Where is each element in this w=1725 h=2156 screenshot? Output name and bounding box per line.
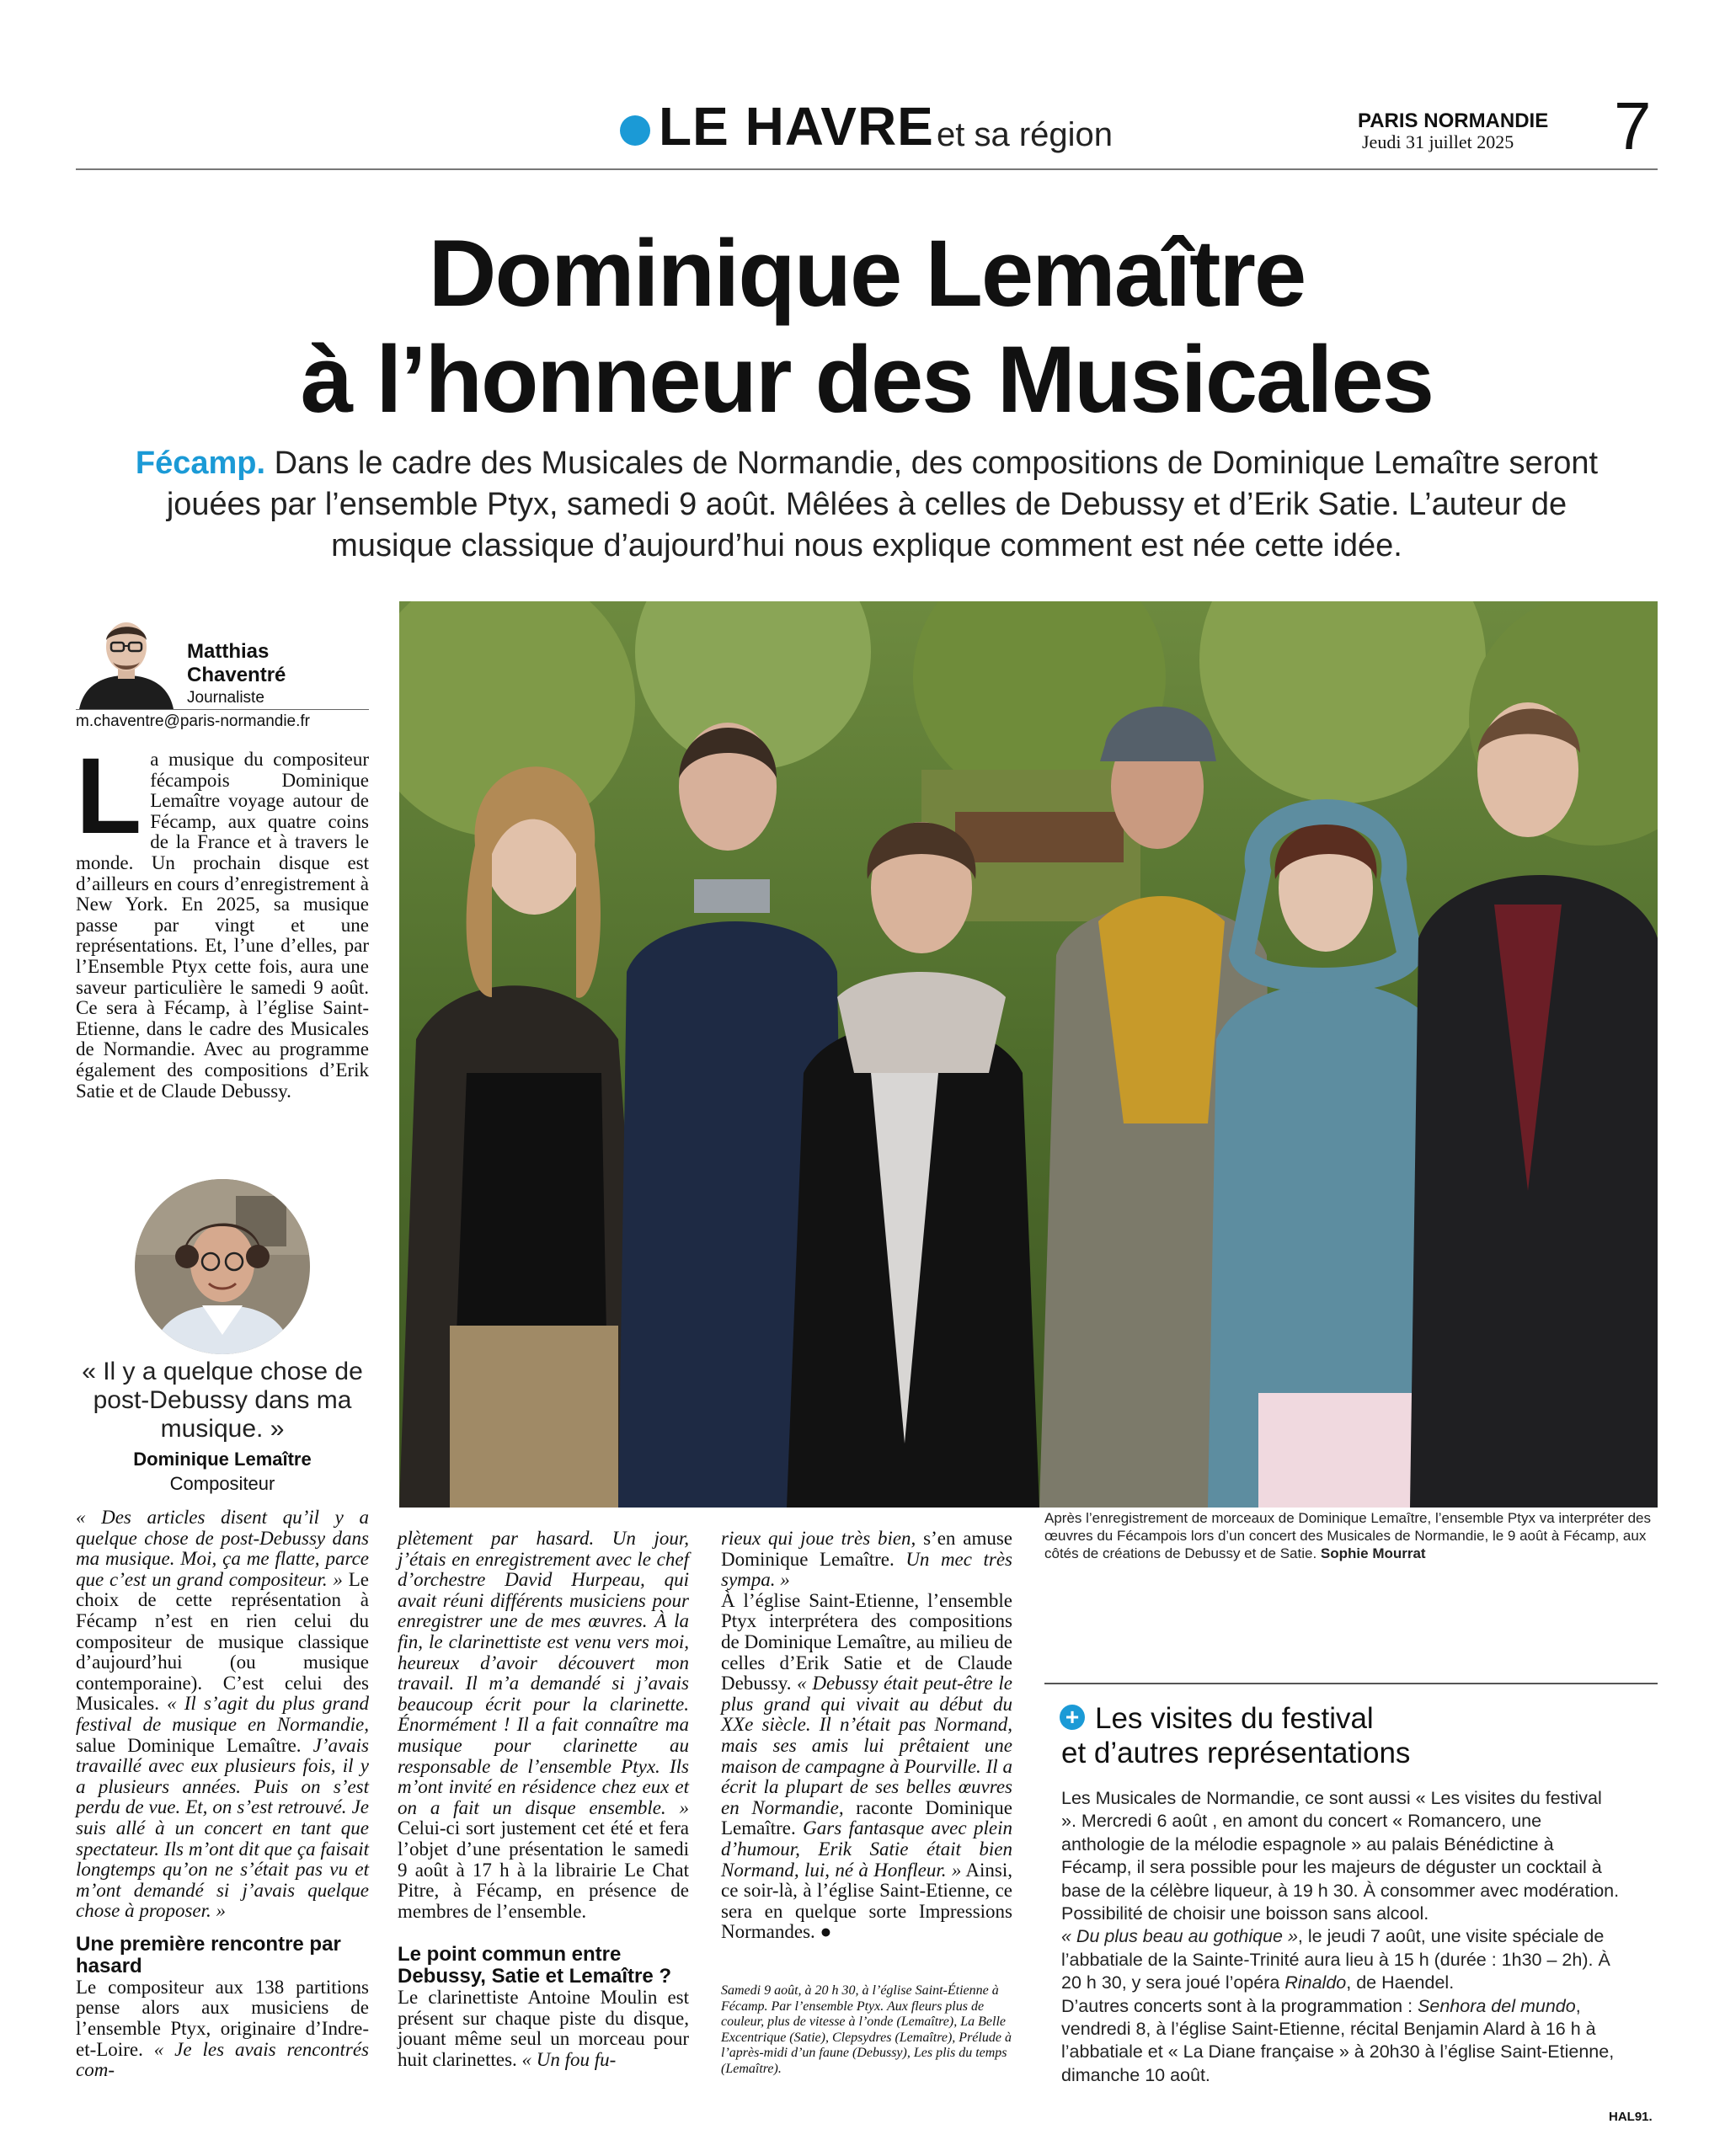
column-2-paragraph-2 [398,1988,689,2070]
subheading-2: Le point commun entre Debussy, Satie et Lemaître ? [398,1943,672,1988]
author-email[interactable]: m.chaventre@paris-normandie.fr [76,712,311,730]
photo-caption [1044,1509,1658,1562]
headline [76,221,1658,433]
body-text: salue Dominique Lemaître. [76,1734,313,1756]
headline-line-1: Dominique Lemaître [428,221,1306,326]
section-dot [620,115,650,146]
body-text: raconte Dominique Lemaître. [721,1796,1012,1839]
article-column-2 [398,1529,689,2071]
box-body: , vendredi 8, à l’église Saint-Etienne, récital Benjamin Alard à 16 h à l’abbatiale et « La Diane française » à 20h30 à l’église Saint-Etienne, dimanche 10 août. [1061,1995,1615,2085]
box-rule [1044,1683,1658,1684]
body-text: s’en amuse Dominique Lemaître. [721,1528,1012,1570]
column-1-paragraph-2 [76,1977,369,2081]
author-name [187,640,286,687]
body-text: Le choix de cette représentation à Fécamp n’est en rien celui du compositeur de musique classique d’aujourd’hui (ou musique contemporaine). C’est celui des Musicales. [76,1568,369,1715]
caption-text: Après l’enregistrement de morceaux de Dominique Lemaître, l’ensemble Ptyx va interpréter des œuvres du Fécampois lors d’un concert des Musicales de Normandie, le 9 août à Fécamp, aux côtés de créations de Debussy et de Satie. [1044,1510,1652,1561]
body-text: Le compositeur aux 138 partitions pense alors aux musiciens de l’ensemble Ptyx, originaire d’Indre-et-Loire. [76,1976,369,2060]
section-subtitle: et sa région [937,116,1114,153]
box-italic: « Du plus beau au gothique » [1061,1926,1298,1947]
box-title-line-2: et d’autres représentations [1061,1737,1411,1769]
intro-text: a musique du compositeur fécampois Dominique Lemaître voyage autour de Fécamp, aux quatre coins de la France et à travers le monde. Un prochain disque est d’ailleurs en cours d’enregistrement à New York. En 2025, sa musique passe par vingt et une représentations. Et, l’une d’elles, par l’Ensemble Ptyx cette fois, aura une saveur particulière le samedi 9 août. Ce sera à Fécamp, à l’église Saint-Etienne, dans le cadre des Musicales de Normandie. Avec au programme également des compositions d’Erik Satie et de Claude Debussy. [76,749,369,1102]
column-1-paragraph-1 [76,1508,369,1922]
box-paragraph-2 [1061,1925,1621,1994]
ensemble-photo [399,601,1658,1508]
author-first-name: Matthias [187,640,270,663]
box-body: , le jeudi 7 août, une visite spéciale de l’abbatiale de la Sainte-Trinité aura lieu à 15 h (durée : 1h30 – 2h). À 20 h 30, y sera joué l’opéra [1061,1926,1610,1993]
box-body: , de Haendel. [1346,1972,1455,1993]
article-intro [76,736,369,1102]
quote-text: « Des articles disent qu’il y a quelque chose de post-Debussy dans ma musique. Moi, ça me flatte, parce que c’est un grand compositeur. » [76,1507,369,1590]
box-paragraph-3 [1061,1995,1621,2088]
author-avatar [76,603,177,709]
headline-line-2: à l’honneur des Musicales [300,327,1434,432]
page-number: 7 [1614,88,1652,163]
body-text: Celui-ci sort justement cet été et fera l’objet d’une présentation le samedi 9 août à 17 h à la librairie Le Chat Pitre, à Fécamp, en présence de membres de l’ensemble. [398,1817,689,1922]
pull-quote-role: Compositeur [169,1473,275,1494]
issue-date: Jeudi 31 juillet 2025 [1362,131,1514,152]
column-3-paragraph-1 [721,1529,1012,1591]
column-3-paragraph-2 [721,1591,1012,1943]
box-italic: Senhora del mundo [1418,1995,1576,2016]
quote-text: « Debussy était peut-être le plus grand qui vivait au début du XXe siècle. Il n’était pas Normand, mais ses amis lui prêtaient une maison de campagne à Pourville. Il a écrit la plupart de ses belles œuvres en Normandie, [721,1673,1012,1818]
body-text: À l’église Saint-Etienne, l’ensemble Ptyx interprétera des compositions de Dominique Lemaître, au milieu de celles d’Erik Satie et de Claude Debussy. [721,1589,1012,1694]
composer-portrait [135,1179,310,1354]
quote-text: « Un fou fu- [521,2049,617,2071]
footer-code: HAL91. [1609,2110,1653,2124]
author-last-name: Chaventré [187,664,286,686]
byline-rule [76,709,369,710]
article-column-1 [76,1508,369,2081]
lede-place: Fécamp. [135,446,266,481]
quote-text: « Il s’agit du plus grand festival de musique en Normandie, [76,1693,369,1735]
body-text: Le clarinettiste Antoine Moulin est présent sur chaque piste du disque, jouant même seul un morceau pour huit clarinettes. [398,1987,689,2071]
concert-info: Samedi 9 août, à 20 h 30, à l’église Saint-Étienne à Fécamp. Par l’ensemble Ptyx. Aux fleurs plus de couleur, plus de vitesse à l’onde (Lemaître), La Belle Excentrique (Satie), Clepsydres (Lemaître), Prélude à l’après-midi d’un faune (Debussy), Les plis du temps (Lemaître). [721,1983,1012,2076]
lede [126,443,1607,567]
lede-text: Dans le cadre des Musicales de Normandie, des compositions de Dominique Lemaître seront jouées par l’ensemble Ptyx, samedi 9 août. Mêlées à celles de Debussy et d’Erik Satie. L’auteur de musique classique d’aujourd’hui nous explique comment est née cette idée. [166,446,1599,563]
plus-circle-icon: + [1060,1705,1085,1730]
quote-text: plètement par hasard. Un jour, j’étais en enregistrement avec le chef d’orchestre David Hurpeau, qui avait réuni différents musiciens pour enregistrer une de mes œuvres. À la fin, le clarinettiste est venu vers moi, heureux d’avoir découvert mon travail. Il m’a demandé si j’avais beaucoup écrit pour la clarinette. Énormément ! Il a fait connaître ma musique pour clarinette au responsable de l’ensemble Ptyx. Ils m’ont invité en résidence chez eux et on a fait un disque ensemble. » [398,1528,689,1818]
article-column-3 [721,1529,1012,1943]
column-2-paragraph-1 [398,1529,689,1922]
subheading-1: Une première rencontre par hasard [76,1932,341,1977]
quote-text: Un mec très sympa. » [721,1548,1013,1591]
box-italic: Rinaldo [1284,1972,1347,1993]
pull-quote-name: Dominique Lemaître [133,1449,312,1470]
body-text: Ainsi, ce soir-là, à l’église Saint-Etienne, ce sera en quelque sorte Impressions Normandes. ● [721,1859,1013,1943]
box-title [1061,1701,1651,1770]
header-rule [76,168,1658,170]
photo-credit: Sophie Mourrat [1320,1545,1426,1561]
author-role: Journaliste [187,689,264,707]
box-paragraph-1: Les Musicales de Normandie, ce sont aussi « Les visites du festival ». Mercredi 6 août , en amont du concert « Romancero, une anthologie de la mélodie espagnole » au palais Bénédictine à Fécamp, il sera possible pour les majeurs de déguster un cocktail à base de la célèbre liqueur, à 19 h 30. À consommer avec modération. Possibilité de choisir une boisson sans alcool. [1061,1788,1620,1924]
quote-text: Gars fantasque avec plein d’humour, Erik Satie était bien Normand, lui, né à Honfleur. » [721,1817,1012,1881]
quote-text: rieux qui joue très bien, [721,1528,916,1549]
box-text [1061,1787,1621,2087]
drop-cap: L [76,736,142,857]
newspaper-name: PARIS NORMANDIE [1358,109,1549,132]
box-body: D’autres concerts sont à la programmation : [1061,1995,1418,2016]
quote-text: « Je les avais rencontrés com- [76,2038,369,2081]
section-title: LE HAVRE [659,96,934,157]
box-title-line-1: Les visites du festival [1095,1702,1374,1735]
pull-quote: « Il y a quelque chose de post-Debussy dans ma musique. » [82,1358,363,1443]
quote-text: J’avais travaillé avec eux plusieurs fois, il y a plusieurs années. Puis on s’est perdu de vue. Et, on s’est retrouvé. Je suis allé à un concert en tant que spectateur. Ils m’ont dit que ça faisait longtemps qu’on ne s’était pas vu et m’ont demandé si j’avais quelque chose à proposer. » [76,1734,369,1922]
